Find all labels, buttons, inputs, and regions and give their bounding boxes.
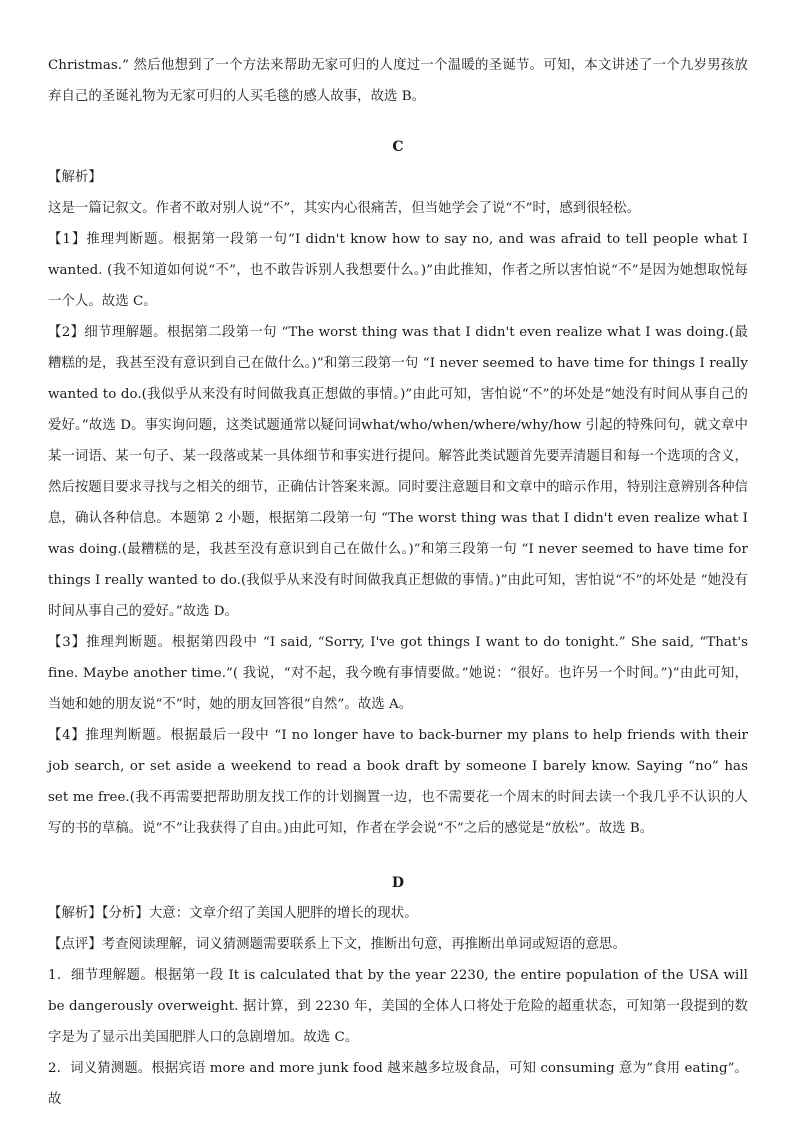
intro-paragraph: Christmas.” 然后他想到了一个方法来帮助无家可归的人度过一个温暖的圣诞节。可知，本文讲述了一个九岁男孩放弃自己的圣诞礼物为无家可归的人买毛毯的感人故事，故选 B。 <box>48 58 748 104</box>
section-c-question-4: 【4】推理判断题。根据最后一段中 “I no longer have to back-burner my plans to help friends with their job search, or set aside a weekend to read a book draft by someone I barely know. Saying “no” has set me free.(我不再需要把帮助朋友找工作的计划搁置一边，也不需要花一个周末的时间去读一个我几乎不认识的人写的书的草稿。说“不”让我获得了自由。)由此可知，作者在学会说“不”之后的感觉是“放松”。故选 B。 <box>48 728 748 836</box>
section-c-label: 【解析】 <box>48 170 102 185</box>
section-c-heading: C <box>392 139 404 155</box>
section-d-comment: 【点评】考查阅读理解，词义猜测题需要联系上下文，推断出句意，再推断出单词或短语的意思。 <box>48 937 626 952</box>
section-d-question-1: 1．细节理解题。根据第一段 It is calculated that by the year 2230, the entire population of the USA will be dangerously overweight. 据计算，到 2230 年，美国的全体人口将处于危险的超重状态，可知第一段提到的数字是为了显示出美国肥胖人口的急剧增加。故选 C。 <box>48 968 748 1045</box>
section-d-label: 【解析】 <box>48 906 102 921</box>
section-d-heading: D <box>391 875 405 891</box>
section-c-question-1: 【1】推理判断题。根据第一段第一句“I didn't know how to say no, and was afraid to tell people what I wanted. (我不知道如何说“不”，也不敢告诉别人我想要什么。)”由此推知，作者之所以害怕说“不”是因为她想取悦每一个人。故选 C。 <box>48 232 748 309</box>
section-c-question-3: 【3】推理判断题。根据第四段中 “I said, “Sorry, I've got things I want to do tonight.” She said, “That's fine. Maybe another time.”( 我说，“对不起，我今晚有事情要做。”她说：“很好。也许另一个时间。”)”由此可知，当她和她的朋友说“不”时，她的朋友回答很“自然”。故选 A。 <box>48 635 748 712</box>
section-d-analysis: 【分析】大意：文章介绍了美国人肥胖的增长的现状。 <box>101 906 418 921</box>
section-c-question-2: 【2】细节理解题。根据第二段第一句 “The worst thing was that I didn't even realize what I was doing.(最糟糕的是，我甚至没有意识到自己在做什么。)”和第三段第一句 “I never seemed to have time for things I really wanted to do.(我似乎从来没有时间做我真正想做的事情。)”由此可知，害怕说“不”的坏处是“她没有时间从事自己的爱好。”故选 D。事实询问题，这类试题通常以疑问词what/who/when/where/why/how 引起的特殊问句，就文章中某一词语、某一句子、某一段落或某一具体细节和事实进行提问。解答此类试题首先要弄清题目和每一个选项的含义，然后按题目要求寻找与之相关的细节，正确估计答案来源。同时要注意题目和文章中的暗示作用，特别注意辨别各种信息，确认各种信息。本题第 2 小题，根据第二段第一句 “The worst thing was that I didn't even realize what I was doing.(最糟糕的是，我甚至没有意识到自己在做什么。)”和第三段第一句 “I never seemed to have time for things I really wanted to do.(我似乎从来没有时间做我真正想做的事情。)”由此可知，害怕说“不”的坏处是 “她没有时间从事自己的爱好。”故选 D。 <box>48 325 748 619</box>
section-d-analysis-line <box>48 898 748 929</box>
section-d-question-2: 2．词义猜测题。根据宾语 more and more junk food 越来越多垃圾食品，可知 consuming 意为“食用 eating”。故 <box>48 1061 748 1107</box>
section-c-summary: 这是一篇记叙文。作者不敢对别人说“不”，其实内心很痛苦，但当她学会了说“不”时，感到很轻松。 <box>48 201 641 216</box>
